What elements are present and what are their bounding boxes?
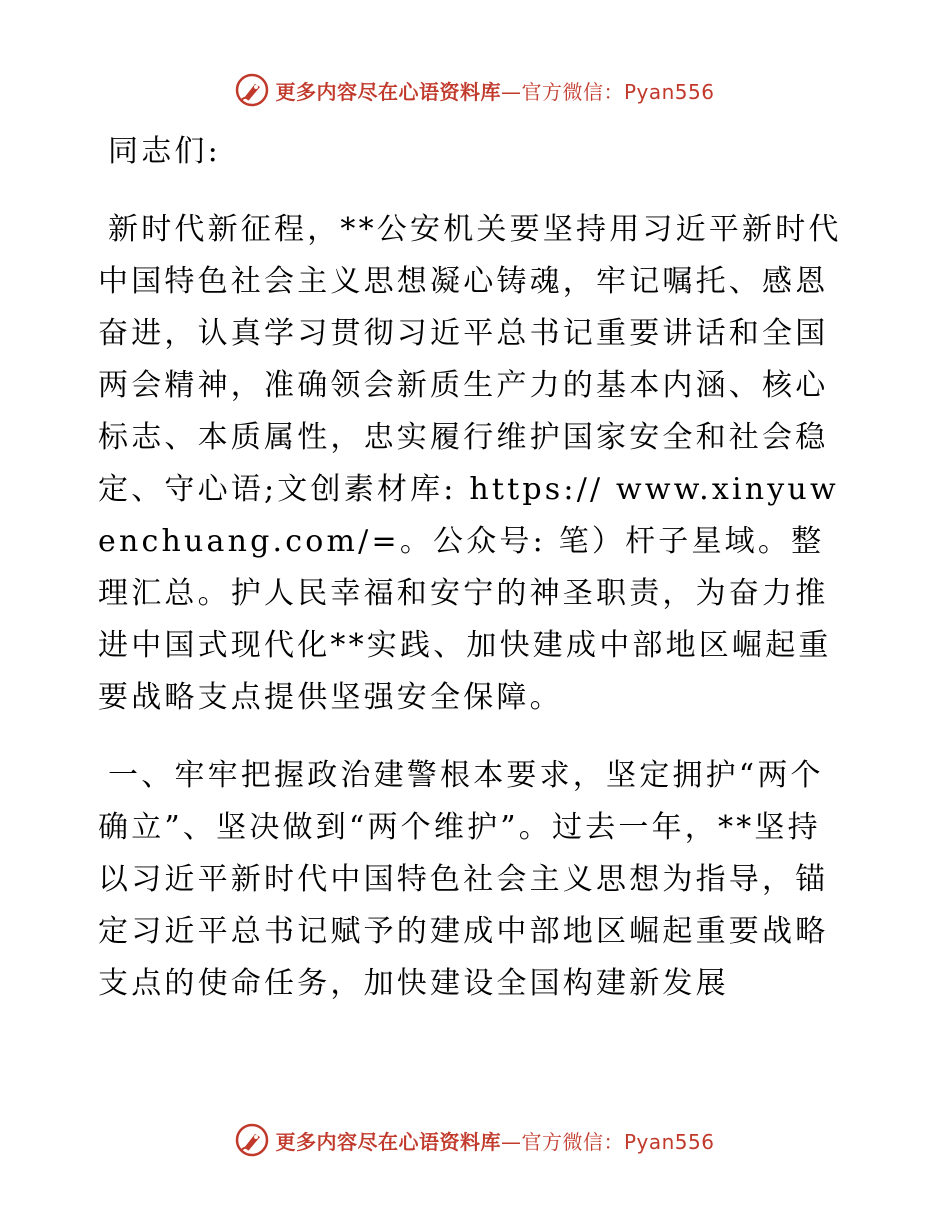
greeting: 同志们: [108,134,221,169]
paragraph-2: 一、牢牢把握政治建警根本要求，坚定拥护“两个确立”、坚决做到“两个维护”。过去一年，**坚持以习近平新时代中国特色社会主义思想为指导，锚定习近平总书记赋予的建成中部地区崛起重要战略支点的使命任务，加快建设全国构建新发展 [98,758,829,1001]
header-watermark [235,73,714,107]
footer-site-name: 更多内容尽在心语资料库 [275,1129,501,1154]
pen-nib-logo-icon [235,73,269,107]
footer-watermark-banner [0,1120,950,1160]
footer-official-wechat: —官方微信：Pyan556 [500,1129,715,1154]
paragraph-1: 新时代新征程，**公安机关要坚持用习近平新时代中国特色社会主义思想凝心铸魂，牢记嘱托、感恩奋进，认真学习贯彻习近平总书记重要讲话和全国两会精神，准确领会新质生产力的基本内涵、核心标志、本质属性，忠实履行维护国家安全和社会稳定、守心语;文创素材库: https:// www.xinyuwenchuang.com/=。公众号: 笔）杆子星域。整理汇总。护人民幸福和安宁的神圣职责，为奋力推进中国式现代化**实践、加快建成中部地区崛起重要战略支点提供坚强安全保障。 [98,212,842,715]
footer-site-text [275,1126,714,1155]
pen-nib-logo-icon [235,1123,269,1157]
header-site-text [275,76,714,105]
header-watermark-banner [0,70,950,110]
document-body [98,126,850,1010]
header-site-name: 更多内容尽在心语资料库 [275,79,501,104]
header-official-wechat: —官方微信：Pyan556 [500,79,715,104]
footer-watermark [235,1123,714,1157]
